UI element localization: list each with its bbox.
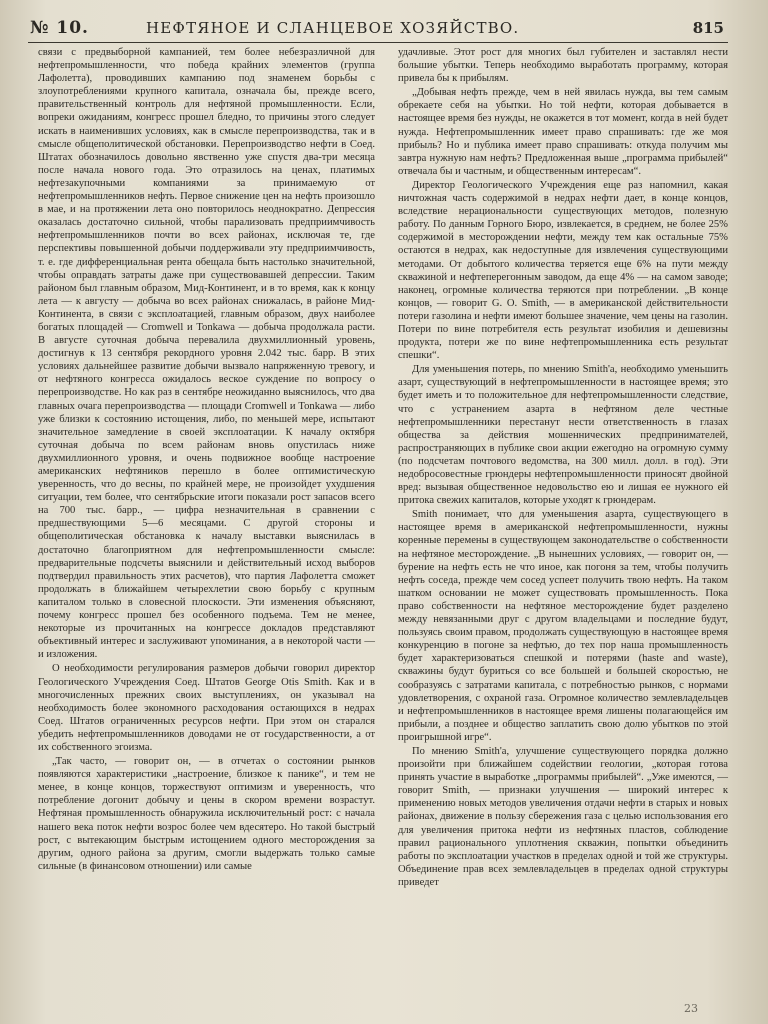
paragraph: связи с предвыборной кампанией, тем более небезразличной для нефтепромышленности, что победа крайних элементов (группа Лафолетта), проводивших кампанию под знаменем борьбы с злоупотреблениями крупного капитала, означала бы, прежде всего, правительственный контроль для нефтяной промышленности. Если, вопреки ожиданиям, конгресс прошел бледно, то причины этого следует искать в наименивших условиях, как в смысле перепроизводства, так и в смысле общеполитической обстановки. Перепроизводство нефти в Соед. Штатах обозначилось довольно явственно уже спустя два-три месяца после начала нового года. Это отразилось на ценах, платимых нефтезакупочными компаниями за принимаемую от нефтепромышленников нефть. Первое снижение цен на нефть произошло в мае, и на протяжении лета оно повторилось неоднократно. Депрессия оказалась достаточно сильной, чтобы парализовать предприимчивость нефтепромышленников почти во всех районах, исключая те, где перспективы повышенной добычи поддерживали эту предприимчивость, т. е. где дифференциальная рента обещала быть настолько значительной, чтобы оправдать затраты даже при существовавшей депрессии. Таким районом был главным образом, Мид-Континент, и в то время, как к концу лета — к августу — добыча во всех районах снижалась, в районе Мид-Континента, в связи с эксплоатацией, главным образом, двух наиболее богатых площадей — Cromwell и Tonkawa — добыча продолжала расти. В августе суточная добыча перевалила двухмиллионный уровень, достигнув к 13 сентября рекордного уровня 2.042 тыс. барр. В этих условиях дальнейшее развитие добычи вызвало напряженную тревогу, и от нефтяного конгресса ожидалось веское суждение по вопросу о перепроизводстве. Но как раз в сентябре неожиданно выяснилось, что два главных очага перепроизводства — площади Cromwell и Tonkawa — либо уже близки к состоянию истощения, либо, по меньшей мере, испытают значительное замедление в своей эксплоатации. К началу октября суточная добыча по всем районам вновь опустилась ниже двухмиллионного уровня, и очень подвижное вообще настроение американских нефтяников перешло в более оптимистическую уверенность, что до весны, по крайней мере, не произойдет ухудшения ситуации, тем более, что сентябрьские итоги показали рост запасов всего на 700 тыс. барр., — цифра незначительная в сравнении с предшествующими 5—6 месяцами. С другой стороны и общеполитическая обстановка к началу выставки выяснилась в достаточно благоприятном для нефтепромышленности смысле: предварительные подсчеты выяснили и действительный исход выборов подтвердил правильность этих расчетов), что партия Лафолетта сможет продолжать в ближайшем четырехлетии свою борьбу с крупным капиталом только в словесной плоскости. Эти изменения объясняют, почему конгресс прошел без особенного подъема. Тем не менее, некоторые из прочитанных на конгрессе докладов представляют объективный интерес и заслуживают упоминания, а в некоторой части — и изложения. bbox=[38, 47, 375, 661]
paragraph: удачливые. Этот рост для многих был губителен и заставлял нести большие убытки. Теперь необходимо выработать программу, которая привела бы к прибылям. bbox=[398, 47, 728, 85]
paragraph: Smith понимает, что для уменьшения азарта, существующего в настоящее время в американской нефтепромышленности, нужны коренные перемены в существующем законодательстве о собственности на нефтяное месторождение. „В нынешних условиях, — говорит он, — бурение на нефть есть не что иное, как погоня за тем, чтобы получить нефть соседа, прежде чем сосед успеет получить твою нефть. На таком шатком основании не может существовать промышленность. Пока право собственности на нефтяное месторождение будет разделено между невязанными друг с другом владельцами и последние будут, пользуясь своим правом, продолжать существующую в настоящее время конкуренцию в погоне за нефтью, до тех пор наша промышленность будет характеризоваться спешкой и потерями (haste and waste), скважины будут буриться со все большей и большей скоростью, не сообразуясь с затратами капитала, с потребностью рынков, с нормами удовлетворения, с охраной газа. Огромное количество землевладельцев и нефтепромышленников в настоящее время лишены полагающейся им прибыли, а позднее и общество заплатить свою долю убытков по этой проигрышной игре“. bbox=[398, 509, 728, 743]
paragraph: О необходимости регулирования размеров добычи говорил директор Геологического Учреждения Соед. Штатов George Otis Smith. Как и в многочисленных прежних своих выступлениях, он указывал на необходимость более экономного расходования остающихся в недрах Соед. Штатов ограниченных ресурсов нефти. При этом он старался убедить нефтепромышленников доводами не от государственности, а от их собственного эгоизма. bbox=[38, 663, 375, 753]
paragraph: По мнению Smith'а, улучшение существующего порядка должно произойти при ближайшем содействии геологии, „которая готова принять участие в выработке „программы прибылей“. „Уже имеются, — говорит Smith, — признаки улучшения — широкий интерес к применению новых методов увеличения отдачи нефти в старых и новых районах, движение в пользу сбережения газа с целью использования его для увеличения притока нефти из нефтяных пластов, соблюдение правил рационального уплотнения скважин, попытки объединить работы по эксплоатации участков в пределах одной и той же структуры. Объединение прав всех землевладельцев в пределах одной структуры приведет bbox=[398, 745, 728, 888]
paragraph: Для уменьшения потерь, по мнению Smith'а, необходимо уменьшить азарт, существующий в нефтепромышленности в настоящее время; это будет иметь и то положительное для нефтепромышленности следствие, что с устранением азарта в нефтяном деле честные нефтепромышленники перестанут нести ответственность в глазах общества за действия мошеннических предпринимателей, распространяющих в публике свои акции ежегодно на огромную сумму (по подсчетам почтового ведомства, на 300 милл. долл. в год). Эти недобросовестные грюндеры нефтепромышленности приносят двойной вред: вызывая общественное недовольство ею и лишая ее нужного ей притока свежих капиталов, которые уходят к грюндерам. bbox=[398, 364, 728, 507]
page-number: 815 bbox=[692, 19, 724, 37]
footer-folio: 23 bbox=[684, 1002, 698, 1015]
issue-number: № 10. bbox=[30, 18, 89, 38]
right-column bbox=[398, 46, 728, 889]
paragraph: Директор Геологического Учреждения еще раз напомнил, какая ничтожная часть содержимой в недрах нефти дает, в конце концов, вследствие нерациональности существующих методов, полезную работу. По данным Горного Бюро, извлекается, в среднем, не более 25% содержимой в месторождении нефти, между тем как остальные 75% остаются в недрах, как недоступные для извлечения существующими методами. От добытого количества теряется еще 6% на пути между скважиной и нефтеперегонным заводом, да еще 4% — на самом заводе; наконец, огромные количества теряются при потреблении. „В конце концов, — говорит G. O. Smith, — в американской действительности потери газолина и нефти имеют большее значение, чем цены на газолин. Потери по вине потребителя есть результат изобилия и дешевизны продукта, потери же по вине нефтепромышленника есть результат спешки“. bbox=[398, 179, 728, 362]
running-header bbox=[28, 12, 728, 43]
left-column bbox=[38, 46, 375, 873]
paragraph: „Так часто, — говорит он, — в отчетах о состоянии рынков появляются характеристики „настроение, близкое к панике“, и тем не менее, в конце концов, торжествуют оптимизм и уверенность, что потребление догонит добычу и цены в скором времени возрастут. Нефтяная промышленность обнаружила исключительный рост: с начала нашего века поток нефти возрос более чем вдесятеро. Но такой быстрый рост, с вытекающим быстрым истощением одного месторождения за другим, одного района за другим, смогли выдержать только самые сильные (в финансовом отношении) или самые bbox=[38, 756, 375, 872]
journal-title: НЕФТЯНОЕ И СЛАНЦЕВОЕ ХОЗЯЙСТВО. bbox=[146, 19, 520, 37]
paragraph: „Добывая нефть прежде, чем в ней явилась нужда, вы тем самым обрекаете себя на убытки. Но той нефти, которая добывается в настоящее время без нужды, не окажется в тот момент, когда в ней будет нужда. Нефтепромышленник имеет право спрашивать: где же моя прибыль? Но и публика имеет право спрашивать: откуда получим мы завтра нужную нам нефть? Предложенная выше „программа прибылей“ отвечала бы и частным, и общественным интересам“. bbox=[398, 87, 728, 177]
